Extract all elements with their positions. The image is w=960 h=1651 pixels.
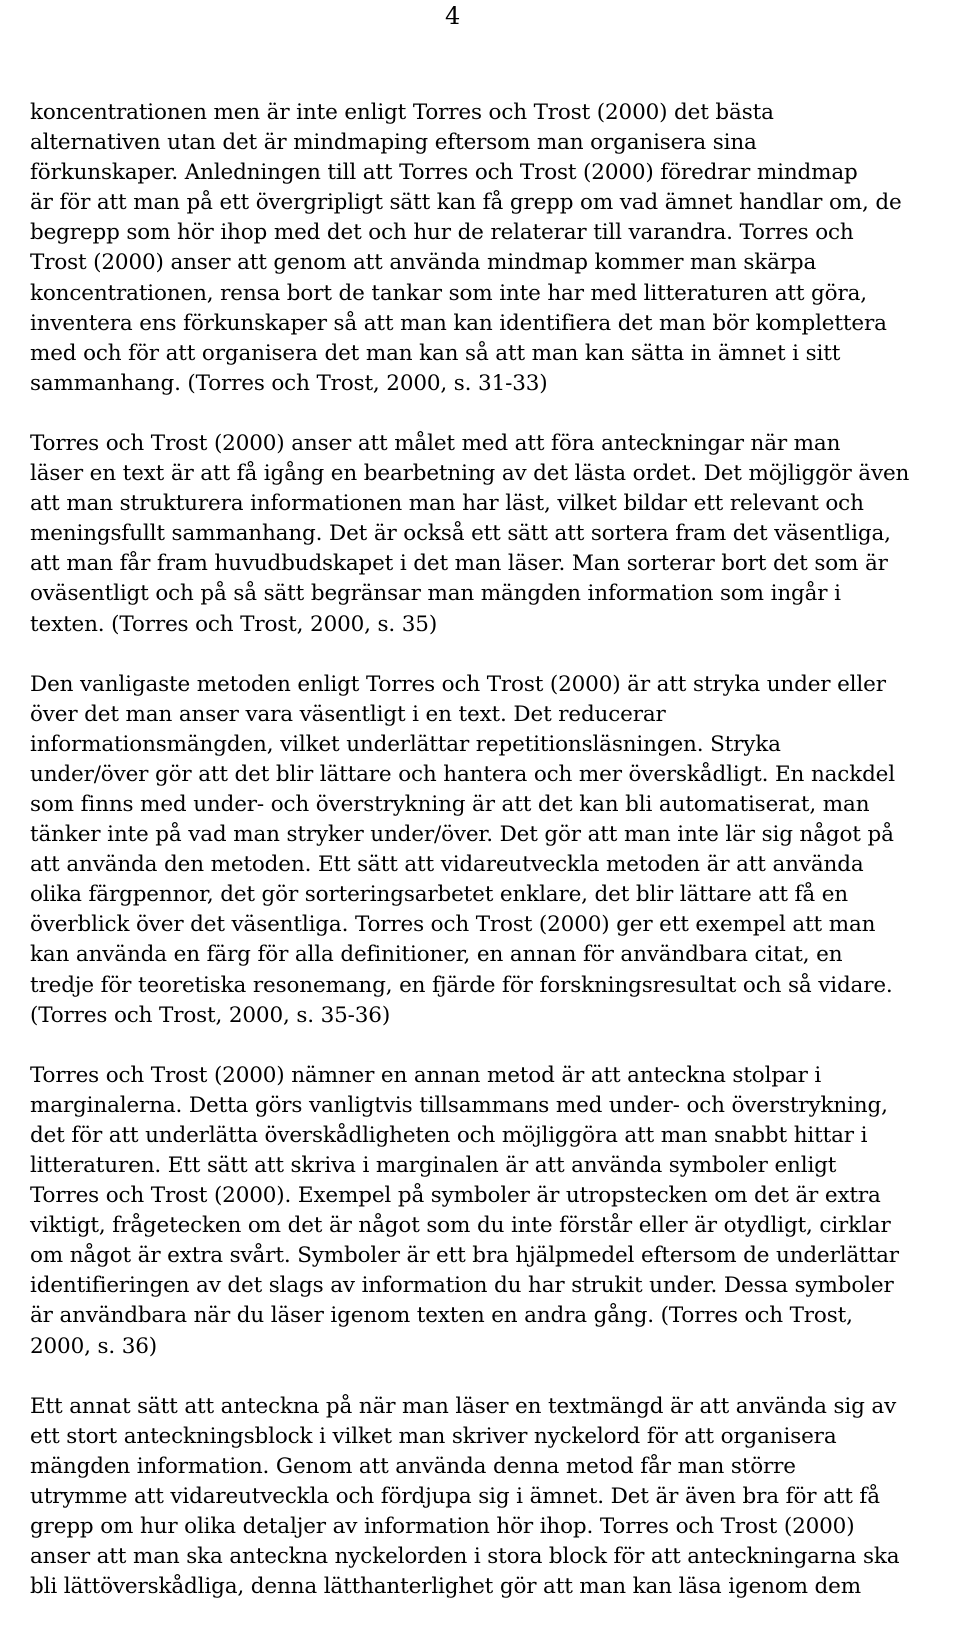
page-number: 4 xyxy=(445,2,461,30)
paragraph-underlining-method: Den vanligaste metoden enligt Torres och Trost (2000) är att stryka under eller över det man anser vara väsentligt i en text. Det reducerar informationsmängden, vilket underlättar repetitionsläsningen. Stryka under/över gör att det blir lättare och hantera och mer överskådligt. En nackdel som finns med under- och överstrykning är att det kan bli automatiserat, man tänker inte på vad man stryker under/över. Det gör att man inte lär sig något på att använda den metoden. Ett sätt att vidareutveckla metoden är att använda olika färgpennor, det gör sorteringsarbetet enklare, det blir lättare att få en överblick över det väsentliga. Torres och Trost (2000) ger ett exempel att man kan använda en färg för alla definitioner, en annan för användbara citat, en tredje för teoretiska resonemang, en fjärde för forskningsresultat och så vidare. (Torres och Trost, 2000, s. 35-36) xyxy=(30,671,895,1028)
paragraph-notebook-method: Ett annat sätt att anteckna på när man läser en textmängd är att använda sig av ett stort anteckningsblock i vilket man skriver nyckelord för att organisera mängden information. Genom att använda denna metod får man större utrymme att vidareutveckla och fördjupa sig i ämnet. Det är även bra för att få grepp om hur olika detaljer av information hör ihop. Torres och Trost (2000) anser att man ska anteckna nyckelorden i stora block för att anteckningarna ska bli lättöverskådliga, denna lätthanterlighet gör att man kan läsa igenom dem xyxy=(30,1393,900,1600)
paragraph-margin-notes: Torres och Trost (2000) nämner en annan metod är att anteckna stolpar i marginalerna. Detta görs vanligtvis tillsammans med under- och överstrykning, det för att underlätta överskådligheten och möjliggöra att man snabbt hittar i litteraturen. Ett sätt att skriva i marginalen är att använda symboler enligt Torres och Trost (2000). Exempel på symboler är utropstecken om det är extra viktigt, frågetecken om det är något som du inte förstår eller är otydligt, cirklar om något är extra svårt. Symboler är ett bra hjälpmedel eftersom de underlättar identifieringen av det slags av information du har strukit under. Dessa symboler är användbara när du läser igenom texten en andra gång. (Torres och Trost, 2000, s. 36) xyxy=(30,1062,899,1359)
paragraph-mindmap: koncentrationen men är inte enligt Torres och Trost (2000) det bästa alternativen utan det är mindmaping eftersom man organisera sina förkunskaper. Anledningen till att Torres och Trost (2000) föredrar mindmap är för att man på ett övergripligt sätt kan få grepp om vad ämnet handlar om, de begrepp som hör ihop med det och hur de relaterar till varandra. Torres och Trost (2000) anser att genom att använda mindmap kommer man skärpa koncentrationen, rensa bort de tankar som inte har med litteraturen att göra, inventera ens förkunskaper så att man kan identifiera det man bör komplettera med och för att organisera det man kan så att man kan sätta in ämnet i sitt sammanhang. (Torres och Trost, 2000, s. 31-33) xyxy=(30,100,902,396)
document-body xyxy=(30,98,950,1602)
paragraph-note-taking-goal: Torres och Trost (2000) anser att målet med att föra anteckningar när man läser en text är att få igång en bearbetning av det lästa ordet. Det möjliggör även att man strukturera informationen man har läst, vilket bildar ett relevant och meningsfullt sammanhang. Det är också ett sätt att sortera fram det väsentliga, att man får fram huvudbudskapet i det man läser. Man sorterar bort det som är oväsentligt och på så sätt begränsar man mängden information som ingår i texten. (Torres och Trost, 2000, s. 35) xyxy=(30,430,910,637)
